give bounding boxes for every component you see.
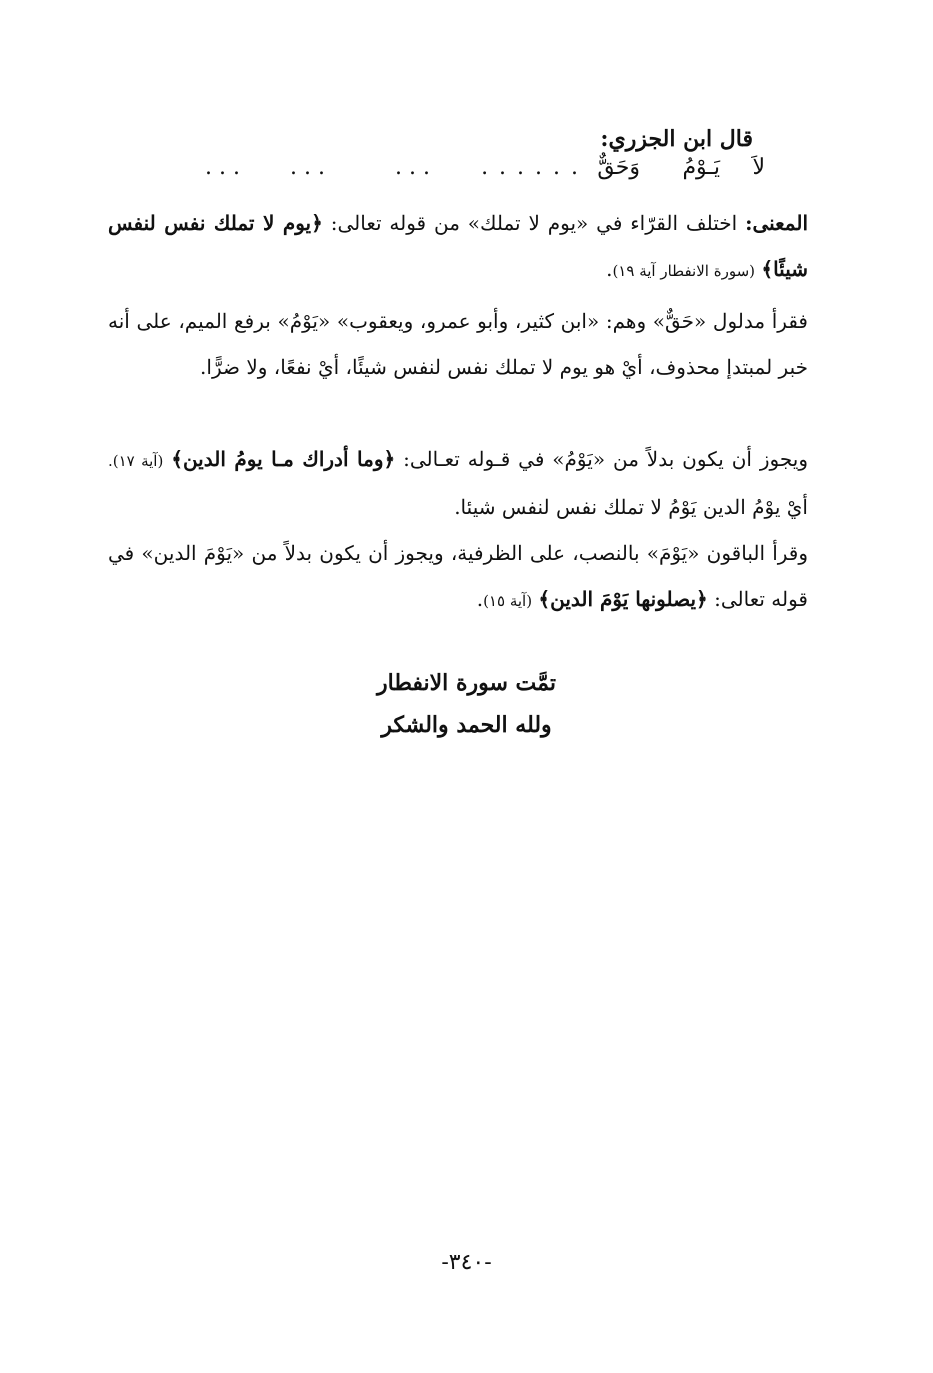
verse-dots-2: . . .	[395, 155, 430, 180]
paragraph-meaning	[108, 200, 808, 294]
verse-line	[150, 155, 765, 195]
verse-dots-4: . . .	[205, 155, 240, 180]
verse-word-2: يَـوْمُ	[682, 155, 720, 180]
paragraph-reading-nasb	[108, 530, 808, 624]
meaning-label: المعنى:	[745, 211, 809, 235]
section-heading: قال ابن الجزري:	[600, 126, 753, 152]
badal-text-2: أيْ يوْمُ الدين يَوْمُ لا تملك نفس لنفس شيئا.	[454, 495, 808, 519]
closing-line-1: تمَّت سورة الانفطار	[377, 670, 556, 696]
paragraph-badal	[108, 436, 808, 530]
verse-word-1: لاَ	[752, 155, 765, 180]
badal-text: ويجوز أن يكون بدلاً من «يَوْمُ» في قـوله تعـالى:	[403, 447, 808, 471]
meaning-end: .	[606, 257, 613, 281]
meaning-ref: (سورة الانفطار آية ١٩)	[612, 262, 755, 280]
verse-dots-3: . . .	[290, 155, 325, 180]
badal-ref: (آية ١٧).	[108, 452, 164, 470]
meaning-text: اختلف القرّاء في «يوم لا تملك» من قوله تعالى:	[330, 211, 738, 235]
verse-dots-1: . . . . . .	[481, 155, 580, 180]
nasb-end: .	[476, 587, 484, 611]
verse-word-3: وَحَقٌّ	[597, 155, 640, 180]
paragraph-reading-raf: فقرأ مدلول «حَقٌّ» وهم: «ابن كثير، وأبو عمرو، ويعقوب» «يَوْمُ» برفع الميم، على أنه خبر لمبتدإ محذوف، أيْ هو يوم لا تملك نفس لنفس شيئًا، أيْ نفعًا، ولا ضرًّا.	[108, 309, 808, 379]
nasb-text: وقرأ الباقون «يَوْمَ» بالنصب، على الظرفية، ويجوز أن يكون بدلاً من «يَوْمَ الدين» في قوله تعالى:	[108, 541, 808, 611]
closing-line-2: ولله الحمد والشكر	[381, 712, 552, 738]
nasb-ref: (آية ١٥)	[483, 592, 533, 610]
meaning-quote: ﴿يوم لا تملك نفس لنفس شيئًا﴾	[108, 211, 808, 281]
page-number: -٣٤٠-	[441, 1250, 492, 1275]
nasb-quote: ﴿يصلونها يَوْمَ الدين﴾	[538, 587, 708, 611]
badal-quote: ﴿وما أدراك مـا يومُ الدين﴾	[171, 447, 396, 471]
